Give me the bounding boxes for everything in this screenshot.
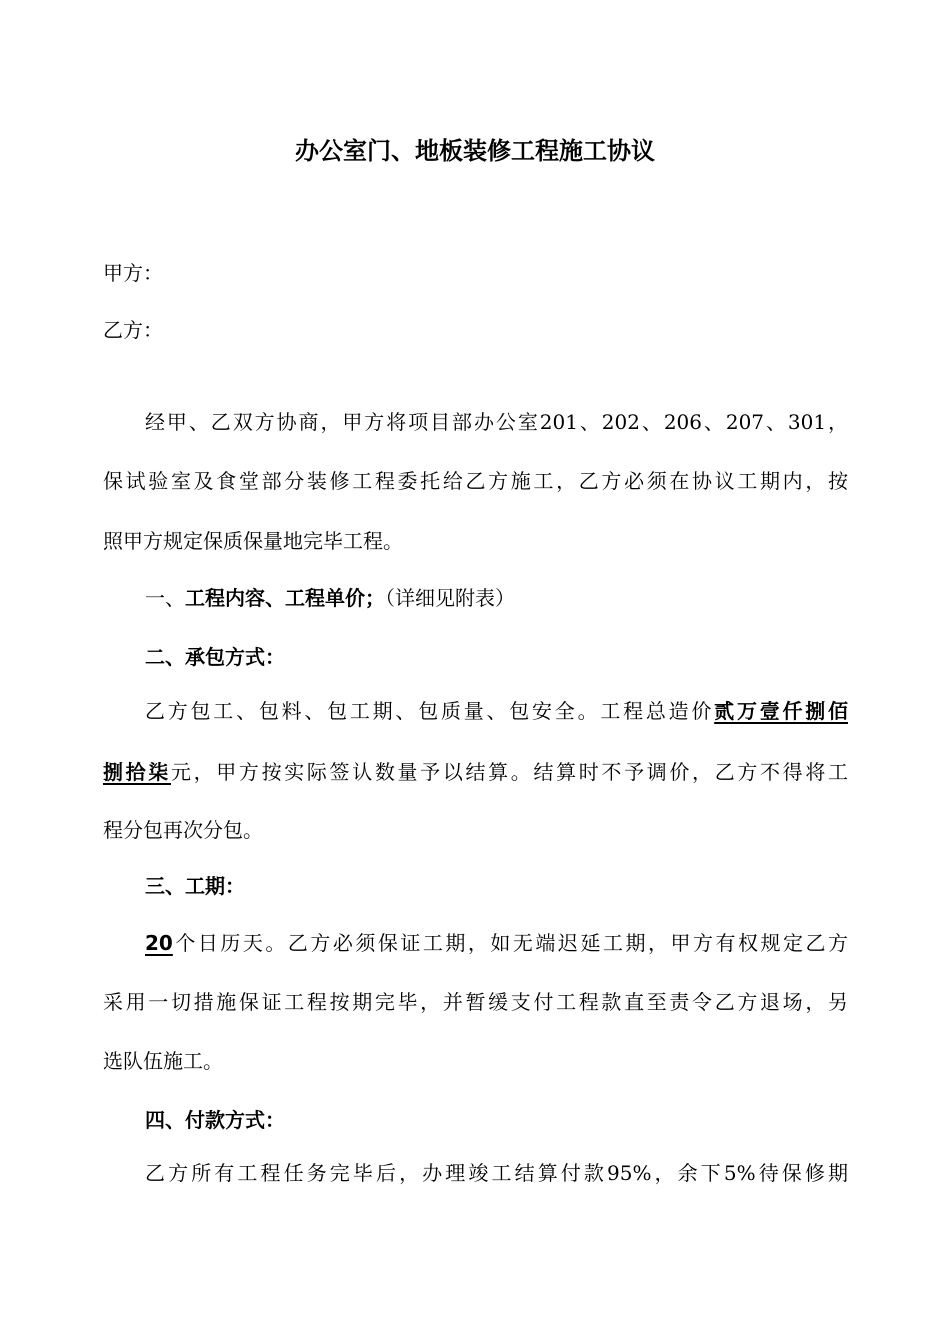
total-amount-part-2: 捌拾柒 [103,760,171,784]
section-2-line-2 [103,752,848,792]
section-2-line-1 [145,691,848,731]
section-1-note: （详细见附表） [385,586,515,610]
section-1-prefix: 一、 [145,586,185,610]
document-title: 办公室门、地板装修工程施工协议 [295,137,655,165]
intro-line-3: 照甲方规定保质保量地完毕工程。 [103,529,403,553]
duration-days: 20 [145,931,173,955]
party-a-label: 甲方： [103,261,163,285]
section-3-line-1 [145,923,848,963]
section-2-text-1: 乙方包工、包料、包工期、包质量、包安全。工程总造价 [145,699,715,723]
total-amount-part-1: 贰万壹仟捌佰 [714,699,849,723]
section-3-line-2: 采用一切措施保证工程按期完毕，并暂缓支付工程款直至责令乙方退场，另 [103,990,848,1014]
section-2-text-2: 元，甲方按实际签认数量予以结算。结算时不予调价，乙方不得将工 [170,760,848,784]
section-2-line-3: 程分包再次分包。 [103,818,263,842]
intro-line-2: 保试验室及食堂部分装修工程委托给乙方施工，乙方必须在协议工期内，按 [103,469,848,493]
section-3-text-1: 个日历天。乙方必须保证工期，如无端迟延工期，甲方有权规定乙方 [172,931,848,955]
section-4-heading: 四、付款方式： [145,1108,285,1132]
section-3-line-3: 选队伍施工。 [103,1049,223,1073]
section-3-heading: 三、工期： [145,874,245,898]
party-b-label: 乙方： [103,318,163,342]
section-1-title: 工程内容、工程单价； [185,586,385,610]
intro-line-1: 经甲、乙双方协商，甲方将项目部办公室201、202、206、207、301， [145,410,848,434]
section-2-heading: 二、承包方式： [145,645,285,669]
section-4-line-1: 乙方所有工程任务完毕后，办理竣工结算付款95%，余下5%待保修期 [145,1161,848,1185]
section-1-heading [145,578,848,618]
